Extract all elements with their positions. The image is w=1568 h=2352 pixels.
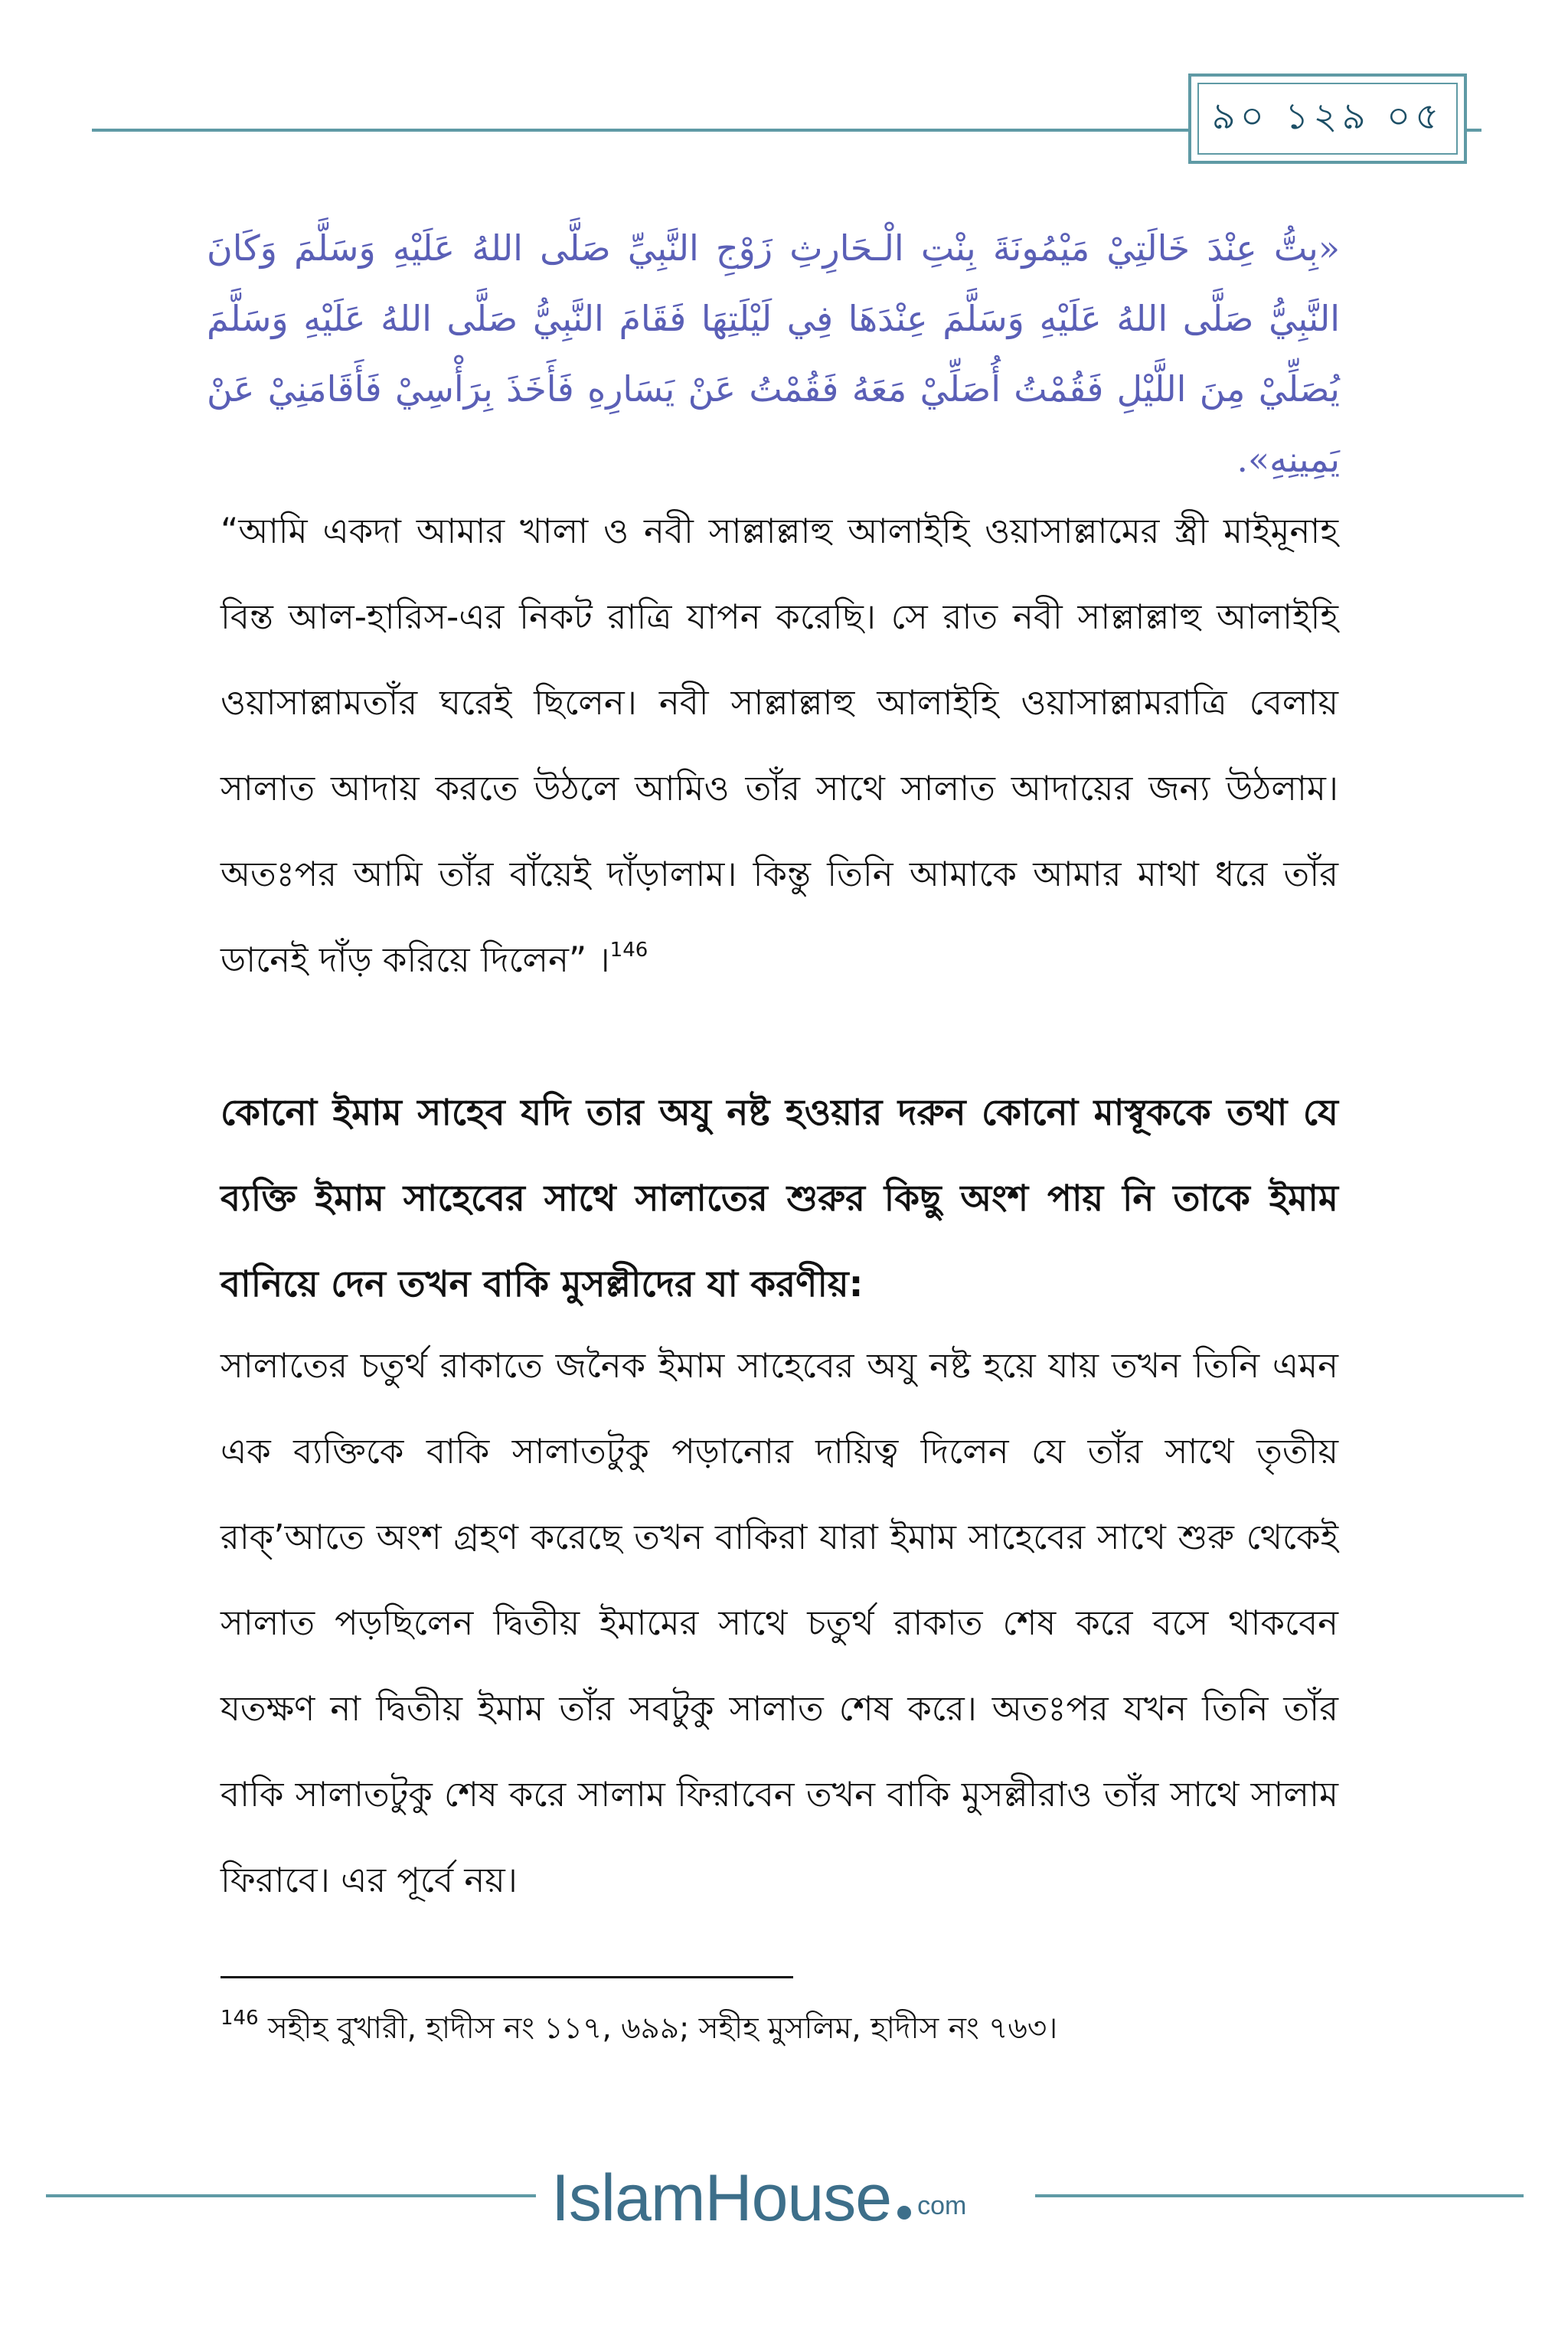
translation-text: “আমি একদা আমার খালা ও নবী সাল্লাল্লাহু আলাইহি ওয়াসাল্লামের স্ত্রী মাইমূনাহ বিন্ত আল-হারিস-এর নিকট রাত্রি যাপন করেছি। সে রাত নবী সাল্লাল্লাহু আলাইহি ওয়াসাল্লামতাঁর ঘরেই ছিলেন। নবী সাল্লাল্লাহু আলাইহি ওয়াসাল্লামরাত্রি বেলায় সালাত আদায় করতে উঠলে আমিও তাঁর সাথে সালাত আদায়ের জন্য উঠলাম। অতঃপর আমি তাঁর বাঁয়েই দাঁড়ালাম। কিন্তু তিনি আমাকে আমার মাথা ধরে তাঁর ডানেই দাঁড় করিয়ে দিলেন” । bbox=[220, 511, 1338, 980]
translation-paragraph bbox=[220, 488, 1338, 1003]
islamhouse-logo bbox=[551, 2156, 1026, 2240]
footnote bbox=[220, 2007, 1338, 2050]
dot-icon bbox=[897, 2206, 911, 2220]
section-body-paragraph: সালাতের চতুর্থ রাকাতে জনৈক ইমাম সাহেবের অযু নষ্ট হয়ে যায় তখন তিনি এমন এক ব্যক্তিকে বাকি সালাতটুকু পড়ানোর দায়িত্ব দিলেন যে তাঁর সাথে তৃতীয় রাক্’আতে অংশ গ্রহণ করেছে তখন বাকিরা যারা ইমাম সাহেবের সাথে শুরু থেকেই সালাত পড়ছিলেন দ্বিতীয় ইমামের সাথে চতুর্থ রাকাত শেষ করে বসে থাকবেন যতক্ষণ না দ্বিতীয় ইমাম তাঁর সবটুকু সালাত শেষ করে। অতঃপর যখন তিনি তাঁর বাকি সালাতটুকু শেষ করে সালাম ফিরাবেন তখন বাকি মুসল্লীরাও তাঁর সাথে সালাম ফিরাবে। এর পূর্বে নয়। bbox=[220, 1345, 1338, 1900]
footer-rule-left bbox=[46, 2194, 536, 2197]
footnote-text: সহীহ বুখারী, হাদীস নং ১১৭, ৬৯৯; সহীহ মুসলিম, হাদীস নং ৭৬৩। bbox=[258, 2011, 1058, 2046]
footer-rule-right bbox=[1035, 2194, 1524, 2197]
footnote-divider bbox=[220, 1976, 793, 1978]
arabic-hadith-text: «بِتُّ عِنْدَ خَالَتِيْ مَيْمُونَةَ بِنْتِ الْـحَارِثِ زَوْجِ النَّبِيِّ صَلَّى اللهُ عَلَيْهِ وَسَلَّمَ وَكَانَ النَّبِيُّ صَلَّى اللهُ عَلَيْهِ وَسَلَّمَ عِنْدَهَا فِي لَيْلَتِهَا فَقَامَ النَّبِيُّ صَلَّى اللهُ عَلَيْهِ وَسَلَّمَ يُصَلِّيْ مِنَ اللَّيْلِ فَقُمْتُ أُصَلِّيْ مَعَهُ فَقُمْتُ عَنْ يَسَارِهِ فَأَخَذَ بِرَأْسِيْ فَأَقَامَنِيْ عَنْ يَمِينِهِ». bbox=[207, 227, 1340, 480]
page-number-badge bbox=[1188, 74, 1467, 164]
footnote-number: 146 bbox=[220, 2007, 259, 2030]
footnote-reference[interactable]: 146 bbox=[609, 939, 648, 962]
section-heading: কোনো ইমাম সাহেব যদি তার অযু নষ্ট হওয়ার দরুন কোনো মাস্বূককে তথা যে ব্যক্তি ইমাম সাহেবের সাথে সালাতের শুরুর কিছু অংশ পায় নি তাকে ইমাম বানিয়ে দেন তখন বাকি মুসল্লীদের যা করণীয়: bbox=[220, 1092, 1338, 1305]
brand-tld: com bbox=[917, 2190, 967, 2220]
page-number: ৯০ ১২৯ ০৫ bbox=[1197, 83, 1458, 155]
brand-name: IslamHouse bbox=[551, 2161, 892, 2235]
